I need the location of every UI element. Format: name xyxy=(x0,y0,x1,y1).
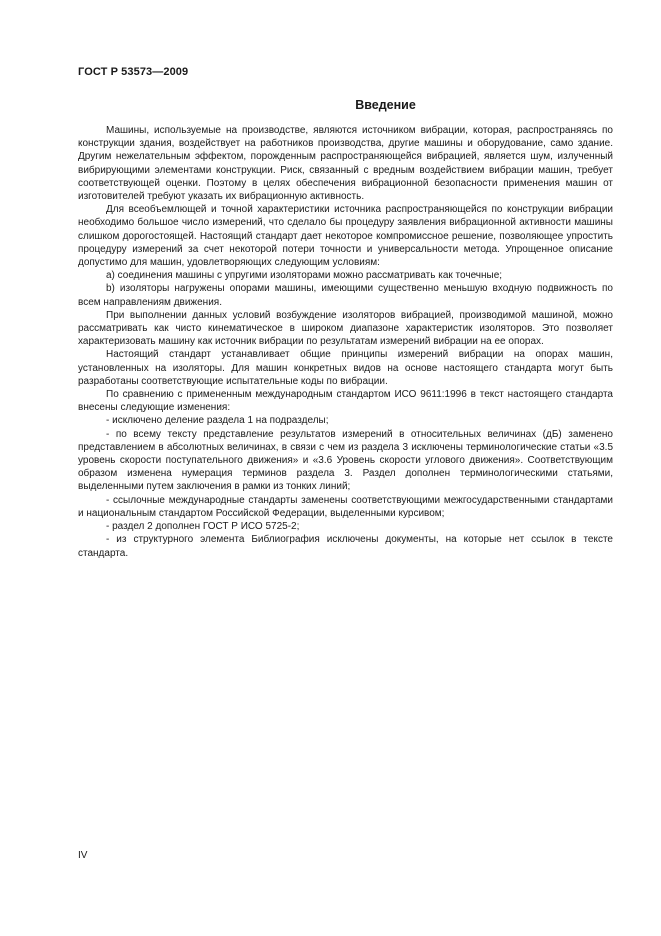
paragraph: Для всеобъемлющей и точной характеристики источника распространяющейся по конструкции вибрации необходимо большое число измерений, что сделало бы процедуру заявления вибрационной активности машины слишком дорогостоящей. Настоящий стандарт дает некоторое компромиссное решение, позволяющее упростить процедуру измерений за счет некоторой потери точности и универсальности метода. Упрощенное описание допустимо для машин, удовлетворяющих следующим условиям: xyxy=(78,204,613,269)
list-item-change: - из структурного элемента Библиография исключены документы, на которые нет ссылок в тексте стандарта. xyxy=(78,534,613,559)
paragraph: Машины, используемые на производстве, являются источником вибрации, которая, распространяясь по конструкции здания, воздействует на работников производства, другие машины и оборудование, само здание. Другим нежелательным эффектом, порожденным распространяющейся вибрацией, является шум, излученный вибрирующими элементами конструкции. Риск, связанный с вредным воздействием вибрации машин, требует соответствующей оценки. Поэтому в целях обеспечения вибрационной безопасности применения машин от изготовителей требуют указать их вибрационную активность. xyxy=(78,125,613,203)
list-item-change: - раздел 2 дополнен ГОСТ Р ИСО 5725-2; xyxy=(106,521,300,533)
list-item-change: - ссылочные международные стандарты заменены соответствующими межгосударственными стандартами и национальным стандартом Российской Федерации, выделенными курсивом; xyxy=(78,494,613,519)
page-number: IV xyxy=(78,850,88,861)
list-item-change: - исключено деление раздела 1 на подразделы; xyxy=(106,415,329,427)
list-item-condition-b: b) изоляторы нагружены опорами машины, имеющими существенно меньшую входную подвижность по всем направлениям движения. xyxy=(78,283,613,308)
section-title: Введение xyxy=(355,98,416,112)
list-item-change: - по всему тексту представление результатов измерений в относительных величинах (дБ) заменено представлением в абсолютных величинах, в связи с чем из раздела 3 исключены терминологические статьи «3.5 уровень скорости поступательного движения» и «3.6 Уровень скорости углового движения». Соответствующим образом изменена нумерация терминов раздела 3. Раздел дополнен терминологическими статьями, выделенными путем заключения в рамки из тонких линий; xyxy=(78,428,613,493)
list-item-condition-a: а) соединения машины с упругими изоляторами можно рассматривать как точечные; xyxy=(106,270,503,282)
standard-id-header: ГОСТ Р 53573—2009 xyxy=(78,66,189,78)
paragraph: Настоящий стандарт устанавливает общие принципы измерений вибрации на опорах машин, установленных на изоляторы. Для машин конкретных видов на основе настоящего стандарта могут быть разработаны соответствующие испытательные коды по вибрации. xyxy=(78,349,613,387)
paragraph: По сравнению с примененным международным стандартом ИСО 9611:1996 в текст настоящего стандарта внесены следующие изменения: xyxy=(78,389,613,414)
paragraph: При выполнении данных условий возбуждение изоляторов вибрацией, производимой машиной, можно рассматривать как чисто кинематическое в широком диапазоне характеристик изоляторов. Это позволяет характеризовать машину как источник вибрации по результатам измерений вибрации на ее опорах. xyxy=(78,309,613,348)
body-text xyxy=(78,124,613,560)
